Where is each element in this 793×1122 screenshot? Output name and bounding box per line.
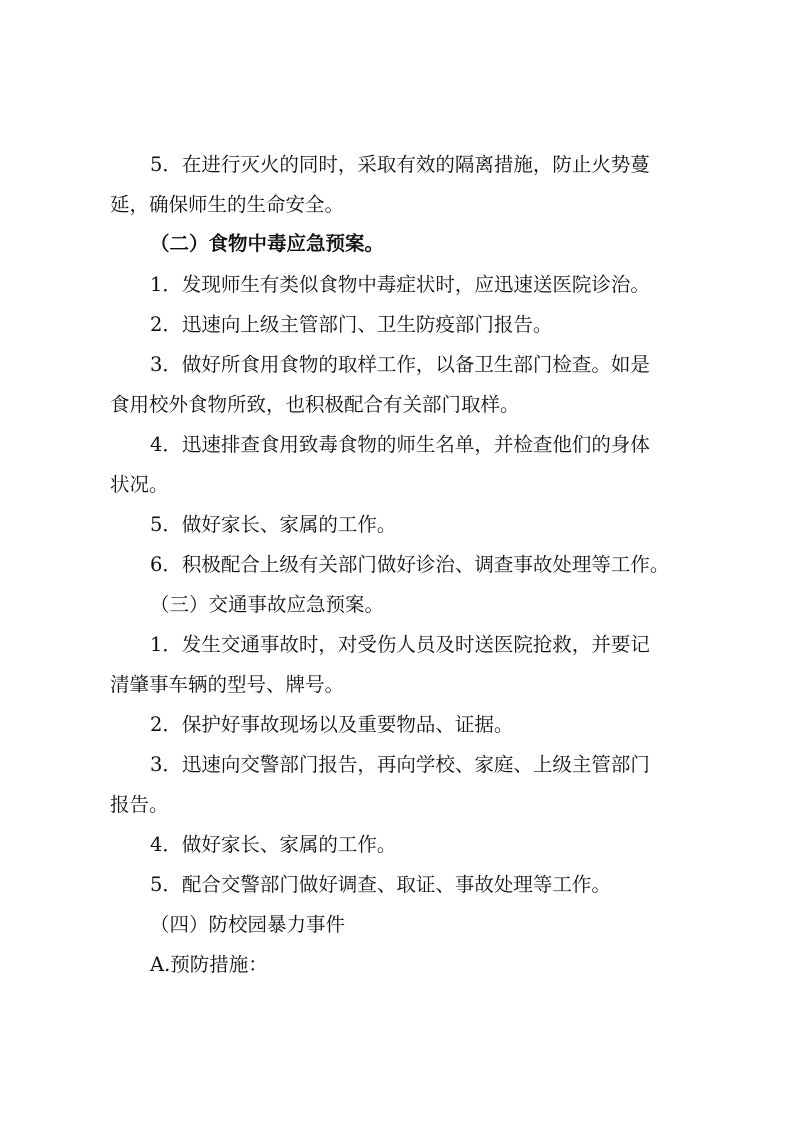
paragraph-food-1: 1．发现师生有类似食物中毒症状时，应迅速送医院诊治。	[150, 273, 650, 296]
paragraph-traffic-3-line-1: 3．迅速向交警部门报告，再向学校、家庭、上级主管部门	[150, 753, 650, 776]
paragraph-traffic-4: 4．做好家长、家属的工作。	[150, 833, 397, 856]
paragraph-traffic-5: 5．配合交警部门做好调查、取证、事故处理等工作。	[150, 873, 611, 896]
paragraph-food-3-line-2: 食用校外食物所致，也积极配合有关部门取样。	[110, 393, 520, 416]
subsection-prevention-measures-title: A.预防措施：	[150, 953, 268, 976]
paragraph-food-5: 5．做好家长、家属的工作。	[150, 513, 397, 536]
paragraph-food-4-line-1: 4．迅速排查食用致毒食物的师生名单，并检查他们的身体	[150, 433, 650, 456]
paragraph-traffic-2: 2．保护好事故现场以及重要物品、证据。	[150, 713, 514, 736]
paragraph-traffic-1-line-1: 1．发生交通事故时，对受伤人员及时送医院抢救，并要记	[150, 633, 650, 656]
paragraph-food-2: 2．迅速向上级主管部门、卫生防疫部门报告。	[150, 313, 553, 336]
section-campus-violence-title: （四）防校园暴力事件	[150, 913, 346, 936]
section-food-poisoning-title: （二）食物中毒应急预案。	[150, 232, 385, 255]
paragraph-food-4-line-2: 状况。	[110, 473, 169, 496]
paragraph-fire-5-line-1: 5．在进行灭火的同时，采取有效的隔离措施，防止火势蔓	[150, 153, 650, 176]
paragraph-fire-5-line-2: 延，确保师生的生命安全。	[110, 193, 345, 216]
paragraph-food-3-line-1: 3．做好所食用食物的取样工作，以备卫生部门检查。如是	[150, 353, 650, 376]
paragraph-traffic-3-line-2: 报告。	[110, 793, 169, 816]
section-traffic-accident-title: （三）交通事故应急预案。	[150, 593, 385, 616]
paragraph-traffic-1-line-2: 清肇事车辆的型号、牌号。	[110, 673, 345, 696]
paragraph-food-6: 6．积极配合上级有关部门做好诊治、调查事故处理等工作。	[150, 553, 670, 576]
